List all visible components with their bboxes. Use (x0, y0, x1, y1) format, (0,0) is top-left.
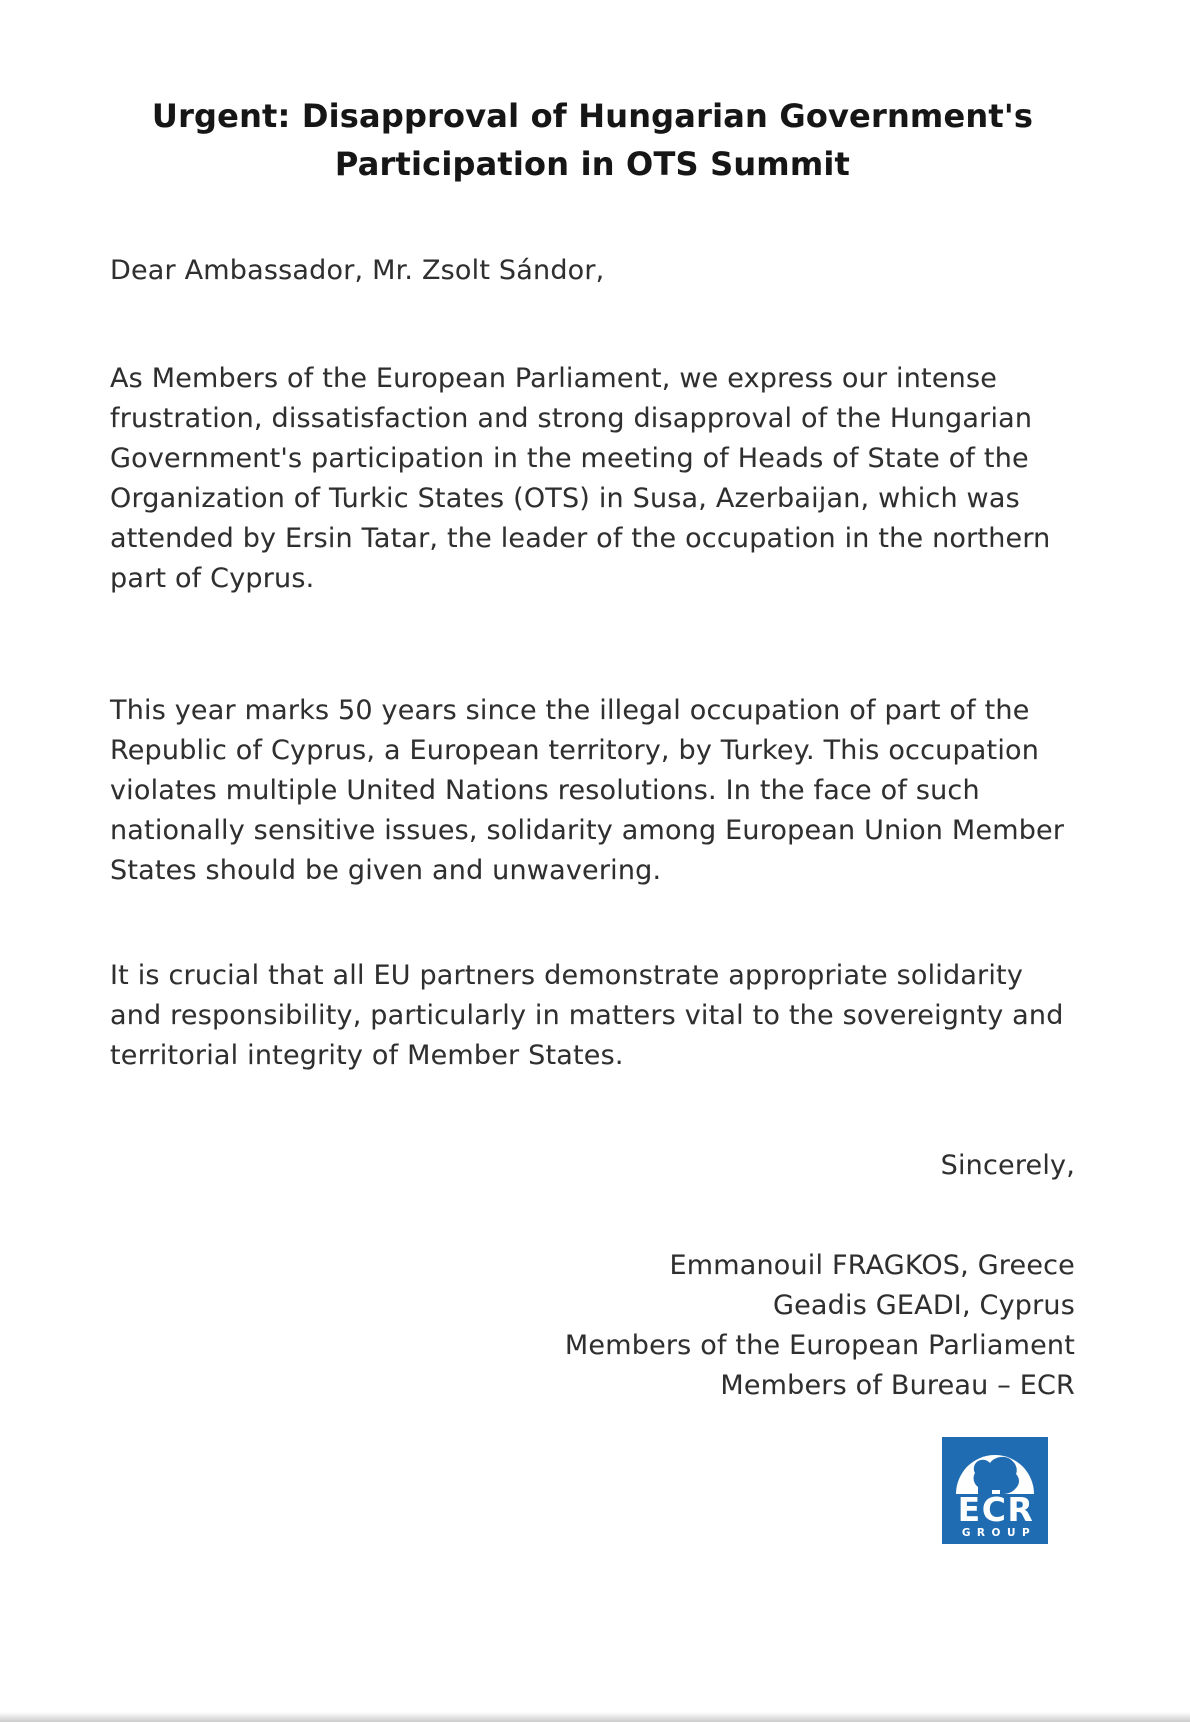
salutation: Dear Ambassador, Mr. Zsolt Sándor, (110, 255, 605, 286)
ecr-group-logo (942, 1437, 1048, 1544)
lion-icon (974, 1457, 1019, 1494)
ecr-logo-acronym: ECR (957, 1490, 1035, 1529)
logo-row (110, 1437, 1075, 1548)
letter-title (110, 0, 1075, 188)
signature-line-3: Members of the European Parliament (564, 1330, 1075, 1361)
signature-block (110, 1246, 1075, 1406)
letter-title-line-2: Participation in OTS Summit (334, 145, 851, 183)
letter-title-line-1: Urgent: Disapproval of Hungarian Government's (151, 97, 1034, 135)
paragraph-1: As Members of the European Parliament, we express our intense frustration, dissatisfaction and strong disapproval of the Hungarian Government's participation in the meeting of Heads of State of the Organization of Turkic States (OTS) in Susa, Azerbaijan, which was attended by Ersin Tatar, the leader of the occupation in the northern part of Cyprus. (110, 363, 1051, 594)
paragraph-3: It is crucial that all EU partners demonstrate appropriate solidarity and responsibility, particularly in matters vital to the sovereignty and territorial integrity of Member States. (110, 960, 1064, 1071)
closing-sincerely: Sincerely, (940, 1150, 1075, 1181)
page-bottom-edge (0, 1712, 1190, 1722)
ecr-logo-group-label: GROUP (961, 1527, 1037, 1539)
signature-line-1: Emmanouil FRAGKOS, Greece (669, 1250, 1075, 1281)
signature-line-2: Geadis GEADI, Cyprus (773, 1290, 1075, 1321)
paragraph-2: This year marks 50 years since the illegal occupation of part of the Republic of Cyprus, a European territory, by Turkey. This occupation violates multiple United Nations resolutions. In the face of such nationally sensitive issues, solidarity among European Union Member States should be given and unwavering. (110, 695, 1065, 886)
signature-line-4: Members of Bureau – ECR (720, 1370, 1075, 1401)
